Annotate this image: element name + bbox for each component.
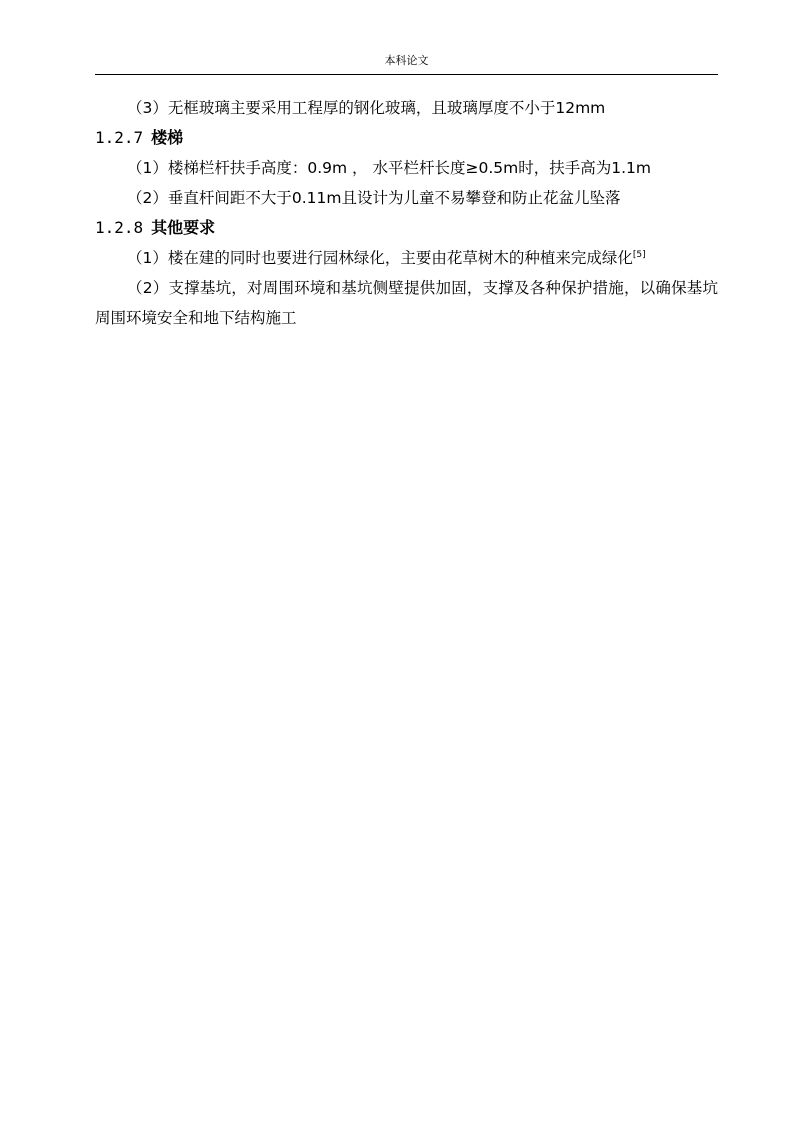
page-header <box>95 52 718 75</box>
paragraph-handrail-height: （1）楼梯栏杆扶手高度：0.9m ， 水平栏杆长度≥0.5m时，扶手高为1.1m <box>127 159 651 177</box>
section-title: 其他要求 <box>151 218 216 237</box>
paragraph-text: （1）楼在建的同时也要进行园林绿化，主要由花草树木的种植来完成绿化 <box>127 249 633 267</box>
paragraph-frameless-glass: （3）无框玻璃主要采用工程厚的钢化玻璃，且玻璃厚度不小于12mm <box>127 99 606 117</box>
section-heading-stairs <box>95 123 718 153</box>
paragraph-foundation-support: （2）支撑基坑，对周围环境和基坑侧壁提供加固，支撑及各种保护措施，以确保基坑周围环境安全和地下结构施工 <box>95 279 718 327</box>
header-title: 本科论文 <box>384 54 429 67</box>
document-body <box>95 93 718 333</box>
section-number: 1.2.8 <box>95 218 144 237</box>
paragraph-baluster-spacing: （2）垂直杆间距不大于0.11m且设计为儿童不易攀登和防止花盆儿坠落 <box>127 189 621 207</box>
section-number: 1.2.7 <box>95 128 144 147</box>
section-title: 楼梯 <box>151 128 184 147</box>
paragraph-landscaping <box>95 243 718 273</box>
citation-reference: [5] <box>632 249 646 260</box>
section-heading-other-requirements <box>95 213 718 243</box>
